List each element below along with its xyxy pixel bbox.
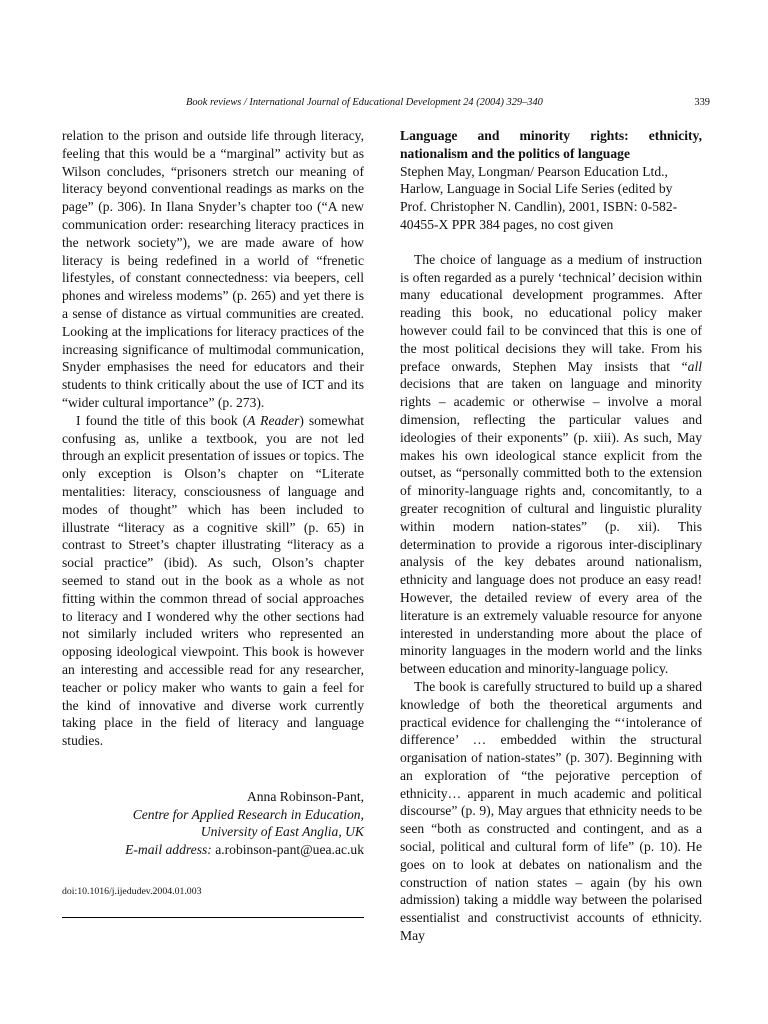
email-address[interactable]: a.robinson-pant@uea.ac.uk [215,842,364,858]
left-column [62,127,364,918]
text-run: I found the title of this book ( [76,412,248,428]
right-column [400,127,702,945]
review-title: Language and minority rights: ethnicity, nationalism and the politics of language [400,128,702,161]
affiliation-1: Centre for Applied Research in Education, [132,806,364,822]
reviewer-signature [62,788,364,859]
spacer [400,234,702,251]
emphasis-all: all [687,358,702,374]
author-name: Anna Robinson-Pant, [246,788,364,804]
email-label: E-mail address: [125,842,212,858]
book-citation: Stephen May, Longman/ Pearson Education Ltd., Harlow, Language in Social Life Series (edited by Prof. Christopher N. Candlin), 2001, ISBN: 0-582-40455-X PPR 384 pages, no cost given [400,163,678,232]
affiliation-2: University of East Anglia, UK [200,824,364,840]
left-paragraph-2 [62,412,364,750]
right-paragraph-2: The book is carefully structured to build up a shared knowledge of both the theoretical arguments and practical evidence for challenging the “‘intolerance of difference’ … embedded within the structural organisation of nation-states” (p. 307). Beginning with an exploration of “the pejorative perception of ethnicity… apparent in much academic and political discourse” (p. 9), May argues that ethnicity needs to be seen “both as constructed and contingent, and as a social, political and cultural form of life” (p. 10). He goes on to look at debates on nationalism and the construction of nation states – again (by his own admission) taking a middle way between the polarised essentialist and constructivist accounts of ethnicity. May [400,678,702,944]
running-header [62,97,710,113]
text-run: ) somewhat confusing as, unlike a textbook, you are not led through an explicit presentation of issues or topics. The only exception is Olson’s chapter on “Literate mentalities: literacy, consciousness of language and modes of thought” which has been included to illustrate “literacy as a cognitive skill” (p. 65) in contrast to Street’s chapter illustrating “literacy as a social practice” (ibid). As such, Olson’s chapter seemed to stand out in the book as a whole as not fitting within the common thread of social approaches to literacy and I wondered why the other sections had not similarly included writers who represented an opposing ideological viewpoint. This book is however an interesting and accessible read for any researcher, teacher or policy maker who wants to gain a feel for the kind of innovative and diverse work currently taking place in the field of literacy and language studies. [62,412,364,749]
left-paragraph-1: relation to the prison and outside life through literacy, feeling that this would be a “marginal” activity but as Wilson concludes, “prisoners stretch our meaning of literacy beyond conventional readings as marks on the page” (p. 306). In Ilana Snyder’s chapter too (“A new communication order: researching literacy practices in the network society”), we are made aware of how literacy is being redefined in a world of “frenetic lifestyles, of constant connectedness: via beepers, cell phones and wireless modems” (p. 265) and yet there is a sense of distance as virtual communities are created. Looking at the implications for literacy practices of the increasing significance of multimodal communication, Snyder emphasises the need for educators and their students to think critically about the use of ICT and its “wider cultural importance” (p. 273). [62,128,364,410]
book-title-italic: A Reader [247,412,300,428]
footer-rule [62,917,364,918]
right-paragraph-1 [400,251,702,678]
doi[interactable]: doi:10.1016/j.ijedudev.2004.01.003 [62,886,202,898]
text-run: The choice of language as a medium of instruction is often regarded as a purely ‘technical’ decision within many educational development programmes. After reading this book, no educational policy maker however could fail to be convinced that this is one of the most political decisions they will take. From his preface onwards, Stephen May insists that “ [400,251,702,374]
running-title: Book reviews / International Journal of Educational Development 24 (2004) 329–340 [186,97,543,108]
text-run: decisions that are taken on language and minority rights – academic or otherwise – involve a moral dimension, reflecting the particular values and ideologies of their exponents” (p. xiii). As such, May makes his own ideological stance explicit from the outset, as “personally committed both to the extension of minority-language rights and, concomitantly, to a greater recognition of cultural and linguistic plurality within modern nation-states” (p. xii). This determination to provide a rigorous inter-disciplinary analysis of the key debates around nationalism, ethnicity and language does not produce an easy read! However, the detailed review of every area of the literature is an extremely valuable resource for anyone interested in understanding more about the place of minority languages in the modern world and the links between education and minority-language policy. [400,376,702,677]
page-number: 339 [694,97,710,108]
